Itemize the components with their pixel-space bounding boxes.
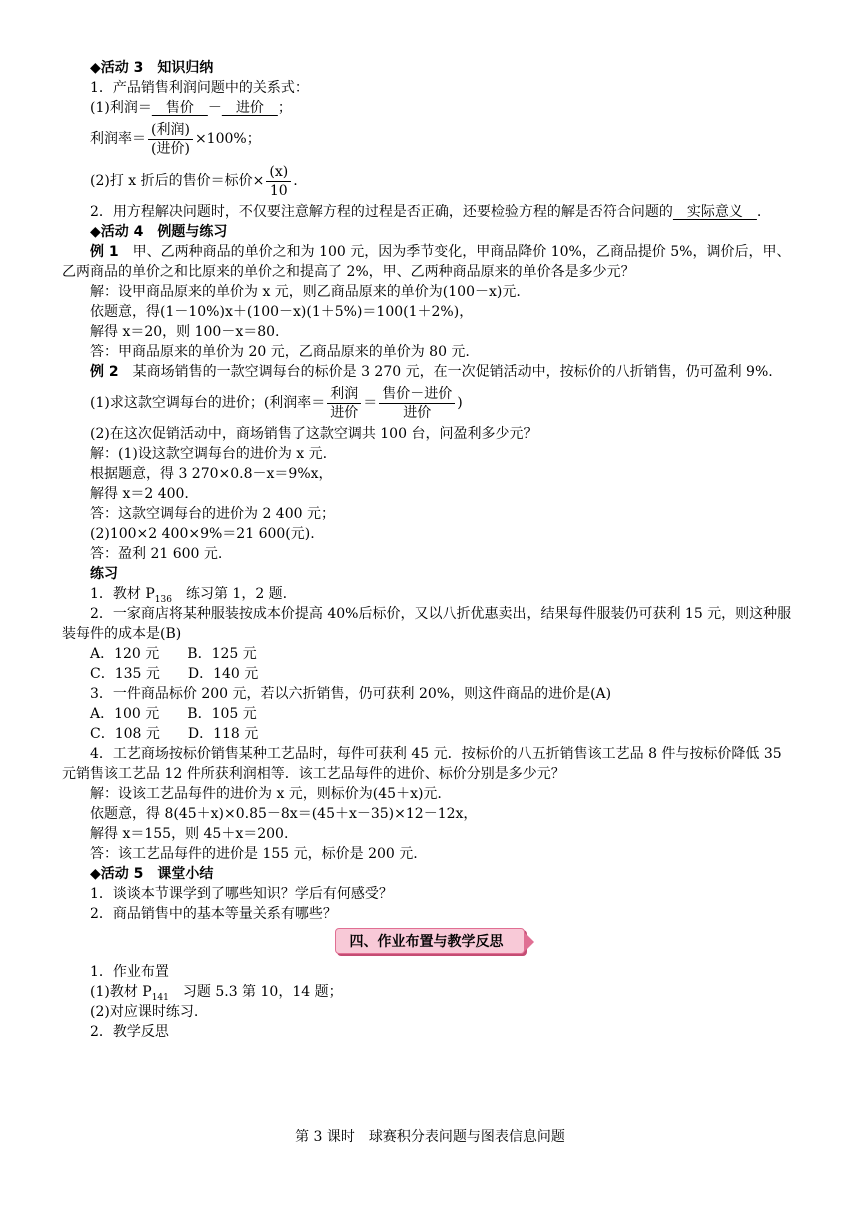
activity3-heading: ◆活动 3 知识归纳 (90, 60, 214, 76)
practice-2: 2．一家商店将某种服装按成本价提高 40%后标价，又以八折优惠卖出，结果每件服装仍可获利 15 元，则这种服装每件的成本是(B) (62, 606, 792, 642)
rate-numerator: (利润) (148, 121, 193, 140)
profit-blank-cost: 进价 (221, 100, 278, 116)
item2-end: . (756, 204, 762, 220)
example2-solution-1: 解：(1)设这款空调每台的进价为 x 元. (90, 446, 328, 462)
q1-numerator-1: 利润 (327, 385, 361, 404)
page-content (62, 58, 797, 1042)
q1-fraction-2 (379, 385, 455, 422)
lesson-footer-title: 第 3 课时 球赛积分表问题与图表信息问题 (295, 1129, 565, 1145)
homework-1-suffix: 习题 5.3 第 10，14 题； (168, 984, 343, 1000)
example1-solution-2: 依题意，得(1－10%)x＋(100－x)(1＋5%)＝100(1＋2%)， (90, 304, 474, 320)
example2-solution-6: 答：盈利 21 600 元. (90, 546, 223, 562)
practice-4-solution-1: 解：设该工艺品每件的进价为 x 元，则标价为(45＋x)元. (90, 786, 442, 802)
practice-3: 3．一件商品标价 200 元，若以六折销售，仍可获利 20%，则这件商品的进价是(A) (90, 686, 612, 702)
item2-text: 2．用方程解决问题时，不仅要注意解方程的过程是否正确，还要检验方程的解是否符合问题的 (90, 204, 673, 220)
rate-suffix: ×100%； (194, 131, 261, 147)
activity4-heading: ◆活动 4 例题与练习 (90, 224, 228, 240)
q1-denominator-1: 进价 (330, 404, 359, 421)
example1-text: 甲、乙两种商品的单价之和为 100 元，因为季节变化，甲商品降价 10%，乙商品提价 5%，调价后，甲、乙两商品的单价之和比原来的单价之和提高了 2%，甲、乙两种商品原来的单价各是多少元？ (62, 244, 791, 280)
example2-solution-5: (2)100×2 400×9%＝21 600(元). (90, 526, 315, 542)
practice-2-options-cd: C．135 元 D．140 元 (90, 666, 259, 682)
discount-numerator: (x) (266, 163, 291, 182)
example2-solution-2: 根据题意，得 3 270×0.8－x＝9%x， (90, 466, 333, 482)
example2-question2: (2)在这次促销活动中，商场销售了这款空调共 100 台，问盈利多少元？ (90, 426, 538, 442)
practice-4-solution-2: 依题意，得 8(45＋x)×0.85－8x＝(45＋x－35)×12－12x， (90, 806, 478, 822)
section4-banner-wrap (62, 928, 797, 956)
profit-blank-price: 售价 (151, 100, 208, 116)
activity5-item1: 1．谈谈本节课学到了哪些知识？学后有何感受？ (90, 886, 393, 902)
activity3-item2 (62, 202, 797, 222)
practice-4-solution-3: 解得 x＝155，则 45＋x＝200. (90, 826, 289, 842)
practice-3-options-cd: C．108 元 D．118 元 (90, 726, 259, 742)
rate-prefix: 利润率＝ (90, 131, 146, 147)
homework-item-2: (2)对应课时练习. (90, 1004, 199, 1020)
practice-1-suffix: 练习第 1，2 题. (171, 586, 288, 602)
example2-label: 例 2 (90, 364, 119, 380)
profit-rate-formula (62, 118, 797, 160)
reflection-heading: 2．教学反思 (90, 1024, 169, 1040)
practice-3-options-ab: A．100 元 B．105 元 (90, 706, 257, 722)
discount-suffix: . (293, 173, 298, 189)
q1-equals: ＝ (363, 395, 378, 411)
profit-formula (62, 98, 797, 118)
q1-fraction-1 (327, 385, 361, 422)
example1-solution-3: 解得 x＝20，则 100－x＝80. (90, 324, 280, 340)
practice-1-page: 136 (154, 594, 172, 605)
example1 (62, 242, 797, 282)
discount-denominator: 10 (269, 182, 288, 199)
rate-fraction (148, 121, 193, 158)
q1-suffix: ) (457, 395, 463, 411)
profit-minus: － (207, 100, 222, 116)
item2-blank: 实际意义 (672, 204, 757, 220)
practice-heading: 练习 (90, 566, 118, 582)
discount-fraction (266, 163, 291, 200)
example2-text: 某商场销售的一款空调每台的标价是 3 270 元，在一次促销活动中，按标价的八折销售，仍可盈利 9%. (118, 364, 773, 380)
homework-1-page: 141 (151, 992, 169, 1003)
practice-1-prefix: 1．教材 P (90, 586, 155, 602)
q1-numerator-2: 售价－进价 (379, 385, 455, 404)
example2-question1 (62, 382, 797, 424)
practice-2-options-ab: A．120 元 B．125 元 (90, 646, 257, 662)
activity5-heading: ◆活动 5 课堂小结 (90, 866, 214, 882)
profit-formula-prefix: (1)利润＝ (90, 100, 152, 116)
homework-item-1 (62, 982, 797, 1002)
example2-solution-3: 解得 x＝2 400. (90, 486, 189, 502)
activity3-item1: 1．产品销售利润问题中的关系式： (90, 80, 309, 96)
example2-solution-4: 答：这款空调每台的进价为 2 400 元； (90, 506, 335, 522)
homework-heading: 1．作业布置 (90, 964, 169, 980)
activity5-item2: 2．商品销售中的基本等量关系有哪些？ (90, 906, 337, 922)
example1-solution-1: 解：设甲商品原来的单价为 x 元，则乙商品原来的单价为(100－x)元. (90, 284, 521, 300)
example1-solution-4: 答：甲商品原来的单价为 20 元，乙商品原来的单价为 80 元. (90, 344, 470, 360)
q1-prefix: (1)求这款空调每台的进价；(利润率＝ (90, 395, 326, 411)
q1-denominator-2: 进价 (403, 404, 432, 421)
rate-denominator: (进价) (151, 140, 190, 157)
example2 (62, 362, 797, 382)
practice-4-solution-4: 答：该工艺品每件的进价是 155 元，标价是 200 元. (90, 846, 418, 862)
profit-end: ； (277, 100, 292, 116)
example1-label: 例 1 (90, 244, 119, 260)
discount-formula (62, 160, 797, 202)
section4-banner: 四、作业布置与教学反思 (335, 928, 525, 954)
practice-4: 4．工艺商场按标价销售某种工艺品时，每件可获利 45 元．按标价的八五折销售该工艺品 8 件与按标价降低 35 元销售该工艺品 12 件所获利润相等．该工艺品每件的进价、标价分别是多少元？ (62, 746, 782, 782)
practice-1 (62, 584, 797, 604)
discount-prefix: (2)打 x 折后的售价＝标价× (90, 173, 265, 189)
homework-1-prefix: (1)教材 P (90, 984, 152, 1000)
